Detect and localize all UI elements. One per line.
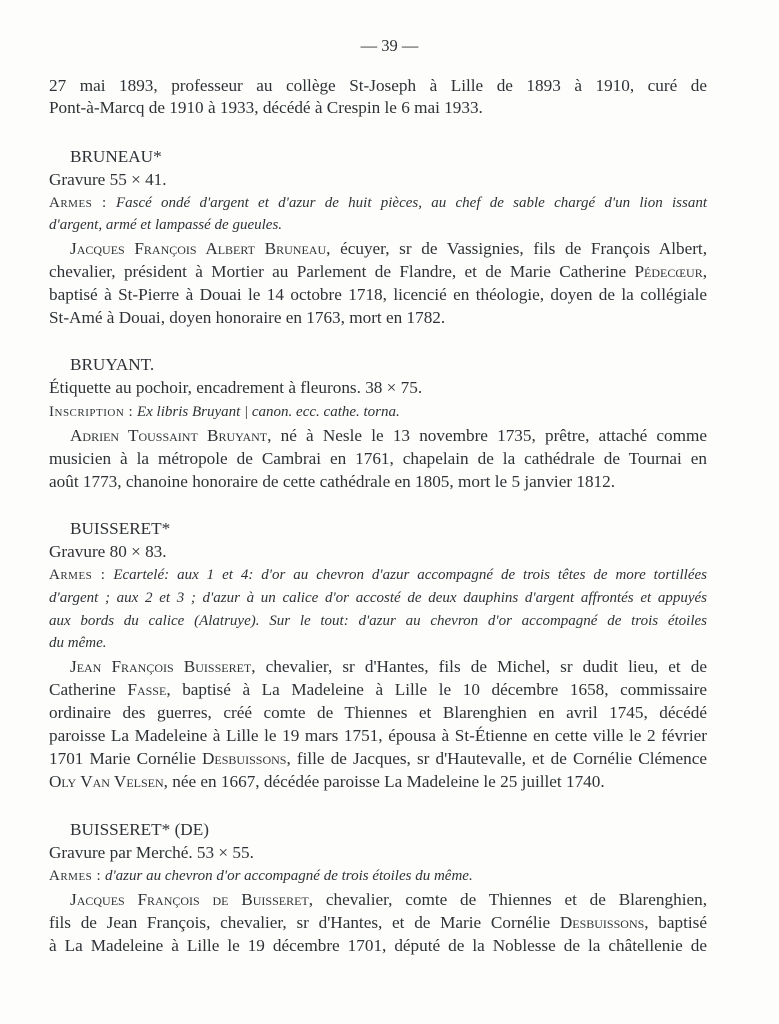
bio-text: , née en 1667, décédée paroisse La Madeleine le 25 juillet 1740. bbox=[163, 772, 605, 791]
intro-line: Pont-à-Marcq de 1910 à 1933, décédé à Crespin le 6 mai 1933. bbox=[49, 98, 483, 117]
person-name: Fasse bbox=[127, 680, 167, 699]
entry-bio-line bbox=[49, 679, 707, 701]
entry-gravure: Étiquette au pochoir, encadrement à fleurons. 38 × 75. bbox=[49, 378, 423, 397]
entry-armes bbox=[49, 865, 707, 887]
person-name: Oly Van Velsen bbox=[49, 772, 164, 791]
entry-bio-line bbox=[49, 748, 707, 770]
bio-text: , baptisé à La Madeleine à Lille le 10 décembre 1658, commissaire bbox=[166, 680, 708, 699]
armes-text: Ecartelé: aux 1 et 4: d'or au chevron d'azur accompagné de trois têtes de more tortillées bbox=[105, 567, 707, 583]
entry-bio-line bbox=[70, 425, 707, 447]
entry-bio-line bbox=[49, 912, 707, 934]
armes-label: Armes : bbox=[49, 195, 107, 211]
person-name: Adrien Toussaint Bruyant bbox=[70, 426, 268, 445]
entry-heading: BRUNEAU* bbox=[70, 147, 162, 166]
bio-text: , fille de Jacques, sr d'Hautevalle, et de Cornélie Clémence bbox=[286, 749, 707, 768]
armes-label: Armes : bbox=[49, 567, 106, 583]
armes-label: Armes : bbox=[49, 868, 102, 884]
armes-text: d'azur au chevron d'or accompagné de trois étoiles du même. bbox=[101, 868, 473, 884]
entry-heading: BUISSERET* (DE) bbox=[70, 820, 209, 839]
entry-bio-line: baptisé à St-Pierre à Douai le 14 octobre 1718, licencié en théologie, doyen de la collégiale bbox=[49, 285, 707, 304]
entry-bio-line: à La Madeleine à Lille le 19 décembre 1701, député de la Noblesse de la châtellenie de bbox=[49, 936, 707, 955]
inscription-text: Ex libris Bruyant | canon. ecc. cathe. torna. bbox=[133, 404, 400, 420]
bio-text: 1701 Marie Cornélie bbox=[49, 749, 203, 768]
bio-text: , chevalier, sr d'Hantes, fils de Michel, sr dudit lieu, et de bbox=[251, 657, 707, 676]
person-name: Jacques François de Buisseret bbox=[70, 890, 309, 909]
entry-bio-line: paroisse La Madeleine à Lille le 19 mars 1751, épousa à St-Étienne en cette ville le 2 février bbox=[49, 726, 707, 745]
armes-text: d'argent ; aux 2 et 3 ; d'azur à un calice d'or accosté de deux dauphins d'argent affrontés et appuyés bbox=[49, 590, 707, 606]
person-name: Desbuissons bbox=[559, 913, 645, 932]
bio-text: Catherine bbox=[49, 680, 128, 699]
entry-heading: BUISSERET* bbox=[70, 519, 171, 538]
entry-gravure: Gravure 55 × 41. bbox=[49, 170, 167, 189]
entry-armes bbox=[49, 192, 707, 214]
entry-heading: BRUYANT. bbox=[70, 355, 155, 374]
armes-text: du même. bbox=[49, 635, 107, 651]
person-name: Jean François Buisseret bbox=[70, 657, 252, 676]
person-name: Jacques François Albert Bruneau bbox=[70, 239, 327, 258]
bio-text: , baptisé bbox=[644, 913, 707, 932]
bio-text: , bbox=[702, 262, 707, 281]
entry-gravure: Gravure par Merché. 53 × 55. bbox=[49, 843, 254, 862]
armes-text: d'argent, armé et lampassé de gueules. bbox=[49, 217, 283, 233]
entry-bio-line: musicien à la métropole de Cambrai en 1761, chapelain de la cathédrale de Tournai en bbox=[49, 449, 707, 468]
person-name: Pédecœur bbox=[634, 262, 703, 281]
entry-bio-line bbox=[70, 656, 707, 678]
entry-inscription bbox=[49, 401, 707, 423]
bio-text: , chevalier, comte de Thiennes et de Blarenghien, bbox=[308, 890, 707, 909]
entry-bio-line bbox=[70, 238, 707, 260]
entry-bio-line bbox=[70, 889, 707, 911]
entry-gravure: Gravure 80 × 83. bbox=[49, 542, 167, 561]
armes-text: aux bords du calice (Alatruye). Sur le tout: d'azur au chevron d'or accompagné de trois étoiles bbox=[49, 613, 707, 629]
entry-bio-line: ordinaire des guerres, créé comte de Thiennes et Blarenghien en avril 1745, décédé bbox=[49, 703, 707, 722]
inscription-label: Inscription : bbox=[49, 404, 134, 420]
entry-bio-line bbox=[49, 261, 707, 283]
entry-bio-line: St-Amé à Douai, doyen honoraire en 1763, mort en 1782. bbox=[49, 308, 446, 327]
entry-armes bbox=[49, 564, 707, 586]
page-number: — 39 — bbox=[360, 36, 419, 55]
bio-text: , écuyer, sr de Vassignies, fils de François Albert, bbox=[326, 239, 707, 258]
entry-bio-line bbox=[49, 771, 707, 793]
intro-line: 27 mai 1893, professeur au collège St-Joseph à Lille de 1893 à 1910, curé de bbox=[49, 76, 707, 95]
bio-text: , né à Nesle le 13 novembre 1735, prêtre, attaché comme bbox=[267, 426, 708, 445]
entry-bio-line: août 1773, chanoine honoraire de cette cathédrale en 1805, mort le 5 janvier 1812. bbox=[49, 472, 616, 491]
bio-text: fils de Jean François, chevalier, sr d'Hantes, et de Marie Cornélie bbox=[49, 913, 560, 932]
armes-text: Fascé ondé d'argent et d'azur de huit pièces, au chef de sable chargé d'un lion issant bbox=[106, 195, 707, 211]
bio-text: chevalier, président à Mortier au Parlement de Flandre, et de Marie Catherine bbox=[49, 262, 635, 281]
person-name: Desbuissons bbox=[202, 749, 287, 768]
